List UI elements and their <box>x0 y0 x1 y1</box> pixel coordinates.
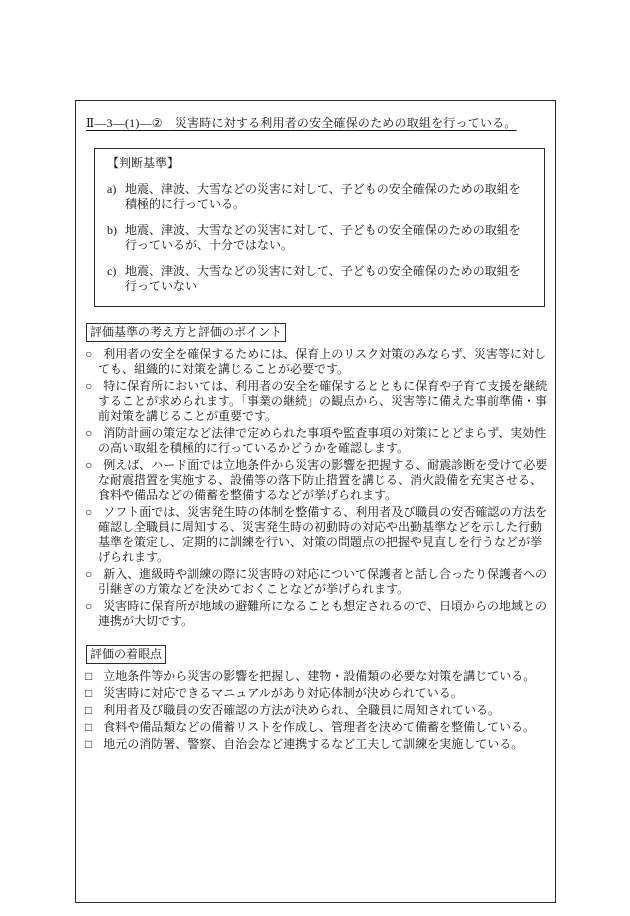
points-item <box>85 505 548 565</box>
checkpoint-item-text: 立地条件等から災害の影響を把握し、建物・設備類の必要な対策を講じている。 <box>103 669 536 683</box>
points-item <box>85 458 548 503</box>
points-section-heading: 評価基準の考え方と評価のポイント <box>86 323 286 342</box>
points-item <box>85 379 548 424</box>
points-item-text: ソフト面では、災害発生時の体制を整備する、利用者及び職員の安否確認の方法を確認し全職員に周知する、災害発生時の初動時の対応や出勤基準などを示した行動基準を策定し、定期的に訓練を行い、対策の問題点の把握や見直しを行うなどが挙げられます。 <box>98 505 548 564</box>
circle-bullet: ○ <box>85 426 93 440</box>
points-item <box>85 347 548 377</box>
points-item-text: 新入、進級時や訓練の際に災害時の対応について保護者と話し合ったり保護者への引継ぎの方策などを決めておくことなどが挙げられます。 <box>98 567 548 596</box>
checkbox-bullet: □ <box>85 737 93 751</box>
criteria-item-a <box>107 182 532 212</box>
circle-bullet: ○ <box>85 505 93 519</box>
checkpoint-item <box>85 720 548 735</box>
checkbox-bullet: □ <box>85 669 93 683</box>
criteria-text-c: 地震、津波、大雪などの災害に対して、子どもの安全確保のための取組を行っていない <box>125 264 521 293</box>
checkpoint-item <box>85 737 548 752</box>
criteria-label-b: b) <box>107 223 117 237</box>
points-item-text: 災害時に保育所が地域の避難所になることも想定されるので、日頃からの地域との連携が大切です。 <box>98 599 548 628</box>
circle-bullet: ○ <box>85 599 93 613</box>
criteria-item-b <box>107 223 532 253</box>
checkpoint-item <box>85 703 548 718</box>
circle-bullet: ○ <box>85 379 93 393</box>
points-list <box>85 347 548 629</box>
document-frame <box>75 100 556 903</box>
section-title: Ⅱ―3―(1)―② 災害時に対する利用者の安全確保のための取組を行っている。 <box>86 116 517 130</box>
points-item-text: 消防計画の策定など法律で定められた事項や監査事項の対策にとどまらず、実効性の高い取組を積極的に行っているかどうかを確認します。 <box>98 426 547 455</box>
circle-bullet: ○ <box>85 458 93 472</box>
points-item <box>85 426 548 456</box>
criteria-text-a: 地震、津波、大雪などの災害に対して、子どもの安全確保のための取組を積極的に行っている。 <box>125 182 521 211</box>
judgment-criteria-box <box>94 148 545 307</box>
checkbox-bullet: □ <box>85 703 93 717</box>
judgment-criteria-heading: 【判断基準】 <box>107 156 180 170</box>
checkpoint-item-text: 利用者及び職員の安否確認の方法が決められ、全職員に周知されている。 <box>103 703 500 717</box>
circle-bullet: ○ <box>85 347 93 361</box>
checkbox-bullet: □ <box>85 686 93 700</box>
checkpoint-item <box>85 686 548 701</box>
criteria-item-c <box>107 264 532 294</box>
circle-bullet: ○ <box>85 567 93 581</box>
points-item-text: 特に保育所においては、利用者の安全を確保するとともに保育や子育て支援を継続することが求められます。「事業の継続」の観点から、災害等に備えた事前準備・事前対策を講じることが重要です。 <box>98 379 548 423</box>
checkbox-bullet: □ <box>85 720 93 734</box>
points-item-text: 利用者の安全を確保するためには、保育上のリスク対策のみならず、災害等に対しても、組織的に対策を講じることが必要です。 <box>98 347 547 376</box>
criteria-label-c: c) <box>107 264 117 278</box>
checkpoints-section-heading: 評価の着眼点 <box>86 645 166 664</box>
checkpoint-item-text: 地元の消防署、警察、自治会など連携するなど工夫して訓練を実施している。 <box>103 737 524 751</box>
criteria-text-b: 地震、津波、大雪などの災害に対して、子どもの安全確保のための取組を行っているが、十分ではない。 <box>125 223 521 252</box>
checkpoint-item <box>85 669 548 684</box>
criteria-label-a: a) <box>107 182 117 196</box>
points-item <box>85 567 548 597</box>
points-item-text: 例えば、ハード面では立地条件から災害の影響を把握する、耐震診断を受けて必要な耐震措置を実施する、設備等の落下防止措置を講じる、消火設備を充実させる、食料や備品などの備蓄を整備するなどが挙げられます。 <box>98 458 548 502</box>
points-item <box>85 599 548 629</box>
checkpoint-item-text: 食料や備品類などの備蓄リストを作成し、管理者を決めて備蓄を整備している。 <box>103 720 536 734</box>
checkpoints-list <box>85 669 548 752</box>
checkpoint-item-text: 災害時に対応できるマニュアルがあり対応体制が決められている。 <box>103 686 463 700</box>
